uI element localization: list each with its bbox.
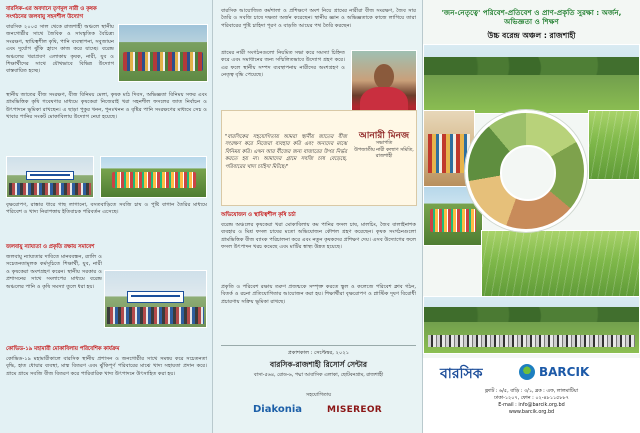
contact-address: ফ্ল্যাট : ৬/৫, বাড়ি : ৩/১, ব্লক : এফ, লালমাটিয়া — [484, 388, 578, 394]
person-role: সভাপতি — [375, 141, 393, 146]
contact-phone: ঢাকা-১২০৭, ফোন : ০২-৪৮১১৫৮৮৭ — [494, 395, 569, 401]
left-panel — [0, 0, 213, 433]
person-name: আনারী মিনজ — [358, 131, 410, 141]
center-address: বাসা-৫৬৪, রোড-৬, পদ্মা আবাসিক এলাকা, ছোটবনগ্রাম, রাজশাহী — [253, 372, 384, 378]
center-name: বারসিক-রাজশাহী রিসোর্স সেন্টার — [270, 360, 367, 369]
human-chain-photo — [104, 270, 207, 328]
middle-para-1: বারসিক আয়োজিত কর্মশালা ও প্রশিক্ষণে অংশ নিয়ে গ্রামের নারীরা বীজ সংরক্ষণ, জৈব সার তৈরি ও সবজি চাষে দক্ষতা অর্জন করেছেন। স্থানীয় জ্ঞান ও অভিজ্ঞতাকে কাজে লাগিয়ে তারা পরিবারের পুষ্টি চাহিদা পূরণ ও বাড়তি আয়ের পথ তৈরি করছেন। — [221, 8, 416, 29]
landscape-photo — [423, 44, 640, 114]
support-label: সহযোগিতায় — [305, 392, 332, 398]
left-heading-3: কোভিড-১৯ মহামারী মোকাবিলায় পরিবেশিক কার্যক্রম — [6, 346, 120, 352]
contact-website[interactable]: www.barcik.org.bd — [508, 409, 555, 415]
barcik-english-logo: BARCIK — [539, 365, 590, 379]
paddy-photo-1 — [588, 110, 640, 180]
rally-photo-2 — [100, 156, 207, 198]
left-para-2: স্থানীয় জাতের বীজ সংরক্ষণ, বীজ বিনিময় মেলা, কৃষক মাঠ দিবস, অভিজ্ঞতা বিনিময় সফর এবং গ্রামভিত্তিক কৃষি গবেষণার মাধ্যমে কৃষকেরা নিজেরাই খরা সহনশীল ফসলের জাত নির্বাচন ও উৎপাদনে ভূমিকা রাখছেন। এ ছাড়া পুকুর খনন, পুনঃখনন ও বৃষ্টির পানি সংরক্ষণের মাধ্যমে সেচ ও খাবার পানির সংকট মোকাবিলায় উদ্যোগ নেয়া হয়েছে। — [6, 92, 207, 121]
left-heading-1: বারসিক-এর অবদানে তৃণমূল নারী ও কৃষক সংগঠনের জলবায়ু সহনশীল উদ্যোগ — [6, 6, 97, 20]
left-heading-2: জলবায়ু ন্যায্যতা ও প্রকৃতি রক্ষায় সমাবেশ — [6, 244, 95, 250]
middle-para-3: বরেন্দ্র অঞ্চলের কৃষকেরা খরা মোকাবিলায় কম পানির ফসল চাষ, মালচিং, জৈব বালাইনাশক ব্যবহার ও মিশ্র ফসল চাষের মতো অভিযোজন কৌশল গ্রহণ করেছেন। কৃষক সংগঠনগুলো গ্রামভিত্তিক বীজ ব্যাংক পরিচালনা করে এবং নতুন কৃষকদের প্রশিক্ষণ দেয়। এসব উদ্যোগের ফলে ফসল উৎপাদন খরচ কমেছে এবং মাটির স্বাস্থ্য উন্নত হয়েছে। — [221, 222, 416, 251]
left-para-3: বৃক্ষরোপণ, রাস্তার ধারে গাছ লাগানো, বসতবাড়িতে সবজি চাষ ও পুষ্টি বাগান তৈরির মাধ্যমে পরিবেশ ও খাদ্য নিরাপত্তায় ইতিবাচক পরিবর্তন এসেছে। — [6, 202, 207, 216]
middle-panel — [213, 0, 423, 433]
gathering-photo — [423, 296, 640, 354]
publish-date: প্রকাশকাল : সেপ্টেম্বর, ২০২১ — [287, 350, 350, 356]
testimonial-quote: "বারসিকের সহযোগিতায় আমরা স্থানীয় জাতের বীজ সংরক্ষণ করে নিজেরা ব্যবহার করি এবং অন্যদের মাঝে বিনিময় করি। এখন আর বীজের জন্য বাজারের উপর নির্ভর করতে হয় না। আমাদের গ্রামে সবজি চাষ বেড়েছে, পরিবারের খাদ্য চাহিদা মিটছে।" — [225, 134, 347, 170]
person-org: উপজাতীয় নারী কল্যাণ সমিতি, রাজশাহী — [354, 148, 414, 159]
divider — [221, 345, 416, 346]
diakonia-logo: Diakonia — [253, 404, 303, 415]
barcik-logo-icon — [519, 364, 535, 380]
brochure-subtitle: উচ্চ বরেন্দ্র অঞ্চল : রাজশাহী — [487, 31, 576, 40]
left-para-1: বারসিক ২০০৫ সাল থেকে রাজশাহী অঞ্চলে স্থানীয় জনগোষ্ঠীর সাথে জৈবিক ও সাংস্কৃতিক বৈচিত্র্য সংরক্ষণ, স্থায়িত্বশীল কৃষি, পানি ব্যবস্থাপনা, সবুজায়ন এবং দুর্যোগ ঝুঁকি হ্রাসে কাজ করে যাচ্ছে। বরেন্দ্র অঞ্চলের খরাপ্রবণ এলাকায় কৃষক, নারী, যুব ও শিক্ষার্থীদের সাথে যৌথভাবে বিভিন্ন উদ্যোগ বাস্তবায়িত হচ্ছে। — [6, 24, 114, 75]
contact-info — [426, 388, 637, 416]
middle-para-4: প্রকৃতি ও পরিবেশ রক্ষায় তরুণ প্রজন্মকে সম্পৃক্ত করতে স্কুল ও কলেজে পরিবেশ ক্লাব গঠন, বিতর্ক ও রচনা প্রতিযোগিতার আয়োজন করা হয়। শিক্ষার্থীরা বৃক্ষরোপণ ও প্লাস্টিক দূষণ বিরোধী প্রচারণায় সক্রিয় ভূমিকা রাখছে। — [221, 284, 416, 305]
left-para-5: কোভিড-১৯ মহামারীকালে বারসিক স্থানীয় প্রশাসন ও জনগোষ্ঠীর সাথে সমন্বয় করে সচেতনতা বৃদ্ধি, হাত ধোয়ার ব্যবস্থা, মাস্ক বিতরণ এবং ঝুঁকিপূর্ণ পরিবারের মাঝে খাদ্য সহায়তা প্রদান করে। গ্রামে গ্রামে সবজি বীজ বিতরণ করে পারিবারিক খাদ্য উৎপাদনে উৎসাহিত করা হয়। — [6, 356, 207, 377]
left-para-4: জলবায়ু ন্যায্যতার দাবিতে মানববন্ধন, র‍্যালি ও সচেতনতামূলক কর্মসূচিতে শিক্ষার্থী, যুব, নারী ও কৃষকেরা অংশগ্রহণ করেন। স্থানীয় সরকার ও প্রশাসনের সাথে সংলাপের মাধ্যমে বরেন্দ্র অঞ্চলের পানি ও কৃষি সমস্যা তুলে ধরা হয়। — [6, 254, 102, 290]
barsik-bangla-logo: বারসিক — [440, 366, 483, 382]
misereor-logo: MISEREOR — [327, 405, 382, 415]
middle-para-2: গ্রামের নারী সংগঠনগুলো নিয়মিত সভা করে সমস্যা চিহ্নিত করে এবং সমাধানের জন্য সম্মিলিতভাবে উদ্যোগ গ্রহণ করে। এর ফলে স্থানীয় সম্পদ ব্যবস্থাপনায় নারীদের অংশগ্রহণ ও নেতৃত্ব বৃদ্ধি পেয়েছে। — [221, 50, 345, 79]
circular-photo-collage — [465, 110, 587, 232]
contact-email[interactable]: E-mail : info@barcik.org.bd — [498, 402, 565, 408]
paddy-photo-2 — [481, 230, 640, 298]
middle-heading: অভিযোজন ও স্থায়িত্বশীল কৃষি চর্চা — [221, 212, 296, 218]
rally-photo-1 — [6, 156, 94, 198]
brochure-title: 'জন-নেতৃত্বে' পরিবেশ-প্রতিবেশ ও প্রাণ-প্রকৃতি সুরক্ষা : অর্জন, অভিজ্ঞতা ও শিক্ষণ — [441, 8, 622, 26]
workshop-photo — [118, 24, 208, 82]
